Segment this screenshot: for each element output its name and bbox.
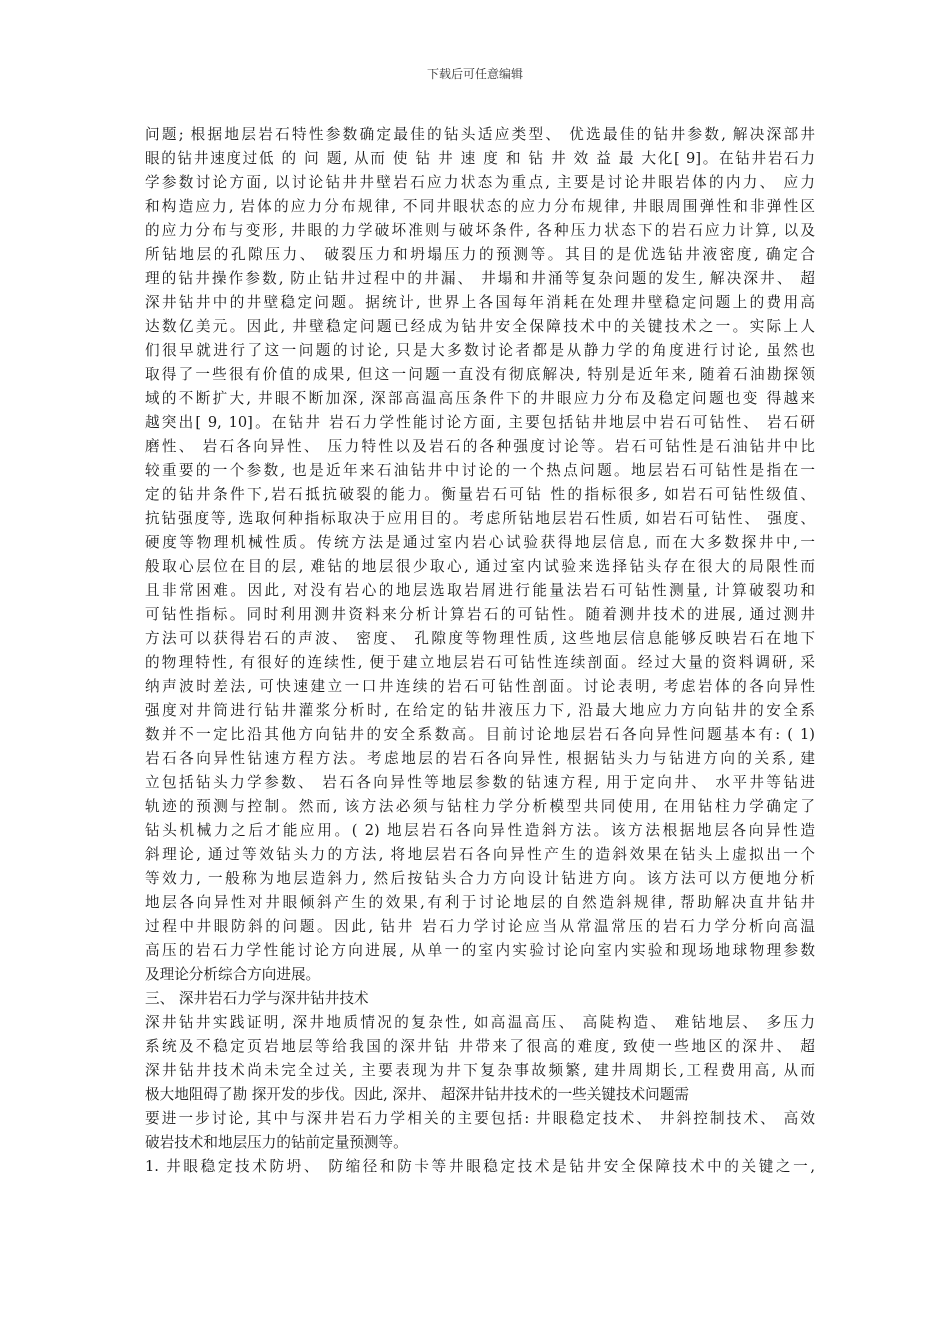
text-line: 且非常困难。因此, 对没有岩心的地层选取岩屑进行能量法岩石可钻性测量, 计算破裂功和 [145, 582, 815, 599]
text-line: 等效力, 一般称为地层造斜力, 然后按钻头合力方向设计钻进方向。该方法可以方便地分析 [145, 870, 815, 887]
page-header: 下载后可任意编辑 [426, 67, 523, 81]
text-line: 般取心层位在目的层, 难钻的地层很少取心, 通过室内试验来选择钻头存在很大的局限性而 [145, 558, 815, 575]
text-line: 达数亿美元。因此, 井壁稳定问题已经成为钻井安全保障技术中的关键技术之一。实际上人 [145, 318, 815, 335]
text-line: 的物理特性, 有很好的连续性, 便于建立地层岩石可钻性连续剖面。经过大量的资料调研, 采 [145, 654, 815, 671]
text-line: 域的不断扩大, 井眼不断加深, 深部高温高压条件下的井眼应力分布及稳定问题也变 得越来 [145, 390, 815, 407]
text-line: 较重要的一个参数, 也是近年来石油钻井中讨论的一个热点问题。地层岩石可钻性是指在一 [145, 462, 815, 479]
text-line: 磨性、 岩石各向异性、 压力特性以及岩石的各种强度讨论等。岩石可钻性是石油钻井中比 [145, 438, 815, 455]
document-body [145, 123, 815, 1179]
text-line: 可钻性指标。同时利用测井资料来分析计算岩石的可钻性。随着测井技术的进展, 通过测井 [145, 606, 815, 623]
text-line: 过程中井眼防斜的问题。因此, 钻井 岩石力学讨论应当从常温常压的岩石力学分析向高温 [145, 918, 815, 935]
text-line: 的应力分布与变形, 井眼的力学破坏准则与破坏条件, 各种压力状态下的岩石应力计算, 以及 [145, 222, 815, 239]
text-line: 和构造应力, 岩体的应力分布规律, 不同井眼状态的应力分布规律, 井眼周围弹性和非弹性区 [145, 198, 815, 215]
text-line: 学参数讨论方面, 以讨论钻井井壁岩石应力状态为重点, 主要是讨论井眼岩体的内力、 应力 [145, 174, 815, 191]
text-line: 强度对井筒进行钻井灌浆分析时, 在给定的钻井液压力下, 沿最大地应力方向钻井的安全系 [145, 702, 815, 719]
text-line: 立包括钻头力学参数、 岩石各向异性等地层参数的钻速方程, 用于定向井、 水平井等钻进 [145, 774, 815, 791]
text-line: 1. 井眼稳定技术防坍、 防缩径和防卡等井眼稳定技术是钻井安全保障技术中的关键之一, [145, 1158, 815, 1175]
text-line: 深井钻井技术尚未完全过关, 主要表现为井下复杂事故频繁, 建井周期长,工程费用高, 从而 [145, 1062, 815, 1079]
text-line: 岩石各向异性钻速方程方法。考虑地层的岩石各向异性, 根据钻头力与钻进方向的关系, 建 [145, 750, 815, 767]
text-line: 极大地阻碍了勘 探开发的步伐。因此, 深井、 超深井钻井技术的一些关键技术问题需 [145, 1086, 689, 1103]
text-line: 高压的岩石力学性能讨论方向进展, 从单一的室内实验讨论向室内实验和现场地球物理参数 [145, 942, 815, 959]
text-line: 纳声波时差法, 可快速建立一口井连续的岩石可钻性剖面。讨论表明, 考虑岩体的各向异性 [145, 678, 815, 695]
text-line: 轨迹的预测与控制。然而, 该方法必须与钻柱力学分析模型共同使用, 在用钻柱力学确定了 [145, 798, 815, 815]
text-line: 问题; 根据地层岩石特性参数确定最佳的钻头适应类型、 优选最佳的钻井参数, 解决深部井 [145, 126, 815, 143]
text-line: 地层各向异性对井眼倾斜产生的效果,有利于讨论地层的自然造斜规律, 帮助解决直井钻井 [145, 894, 815, 911]
text-line: 数并不一定比沿其他方向钻井的安全系数高。目前讨论地层岩石各向异性问题基本有: ( 1) [145, 726, 815, 743]
text-line: 斜理论, 通过等效钻头力的方法, 将地层岩石各向异性产生的造斜效果在钻头上虚拟出一个 [145, 846, 815, 863]
text-line: 硬度等物理机械性质。传统方法是通过室内岩心试验获得地层信息, 而在大多数探井中,一 [145, 534, 815, 551]
text-line: 理的钻井操作参数, 防止钻井过程中的井漏、 井塌和井涌等复杂问题的发生, 解决深井、 超 [145, 270, 815, 287]
text-line: 及理论分析综合方向进展。 [145, 966, 321, 983]
text-line: 抗钻强度等, 选取何种指标取决于应用目的。考虑所钻地层岩石性质, 如岩石可钻性、 强度、 [145, 510, 815, 527]
text-line: 越突出[ 9, 10]。在钻井 岩石力学性能讨论方面, 主要包括钻井地层中岩石可钻性、 岩石研 [145, 414, 815, 431]
text-line: 深井钻井实践证明, 深井地质情况的复杂性, 如高温高压、 高陡构造、 难钻地层、 多压力 [145, 1014, 815, 1031]
text-line: 眼的钻井速度过低 的 问 题, 从而 使 钻 井 速 度 和 钻 井 效 益 最 大化[ 9]。在钻井岩石力 [145, 150, 815, 167]
text-line: 方法可以获得岩石的声波、 密度、 孔隙度等物理性质, 这些地层信息能够反映岩石在地下 [145, 630, 815, 647]
text-line: 钻头机械力之后才能应用。( 2) 地层岩石各向异性造斜方法。该方法根据地层各向异性造 [145, 822, 815, 839]
text-line: 系统及不稳定页岩地层等给我国的深井钻 井带来了很高的难度, 致使一些地区的深井、 超 [145, 1038, 815, 1055]
text-line: 取得了一些很有价值的成果, 但这一问题一直没有彻底解决, 特别是近年来, 随着石油勘探领 [145, 366, 815, 383]
text-line: 破岩技术和地层压力的钻前定量预测等。 [145, 1134, 408, 1151]
text-line: 们很早就进行了这一问题的讨论, 只是大多数讨论者都是从静力学的角度进行讨论, 虽然也 [145, 342, 815, 359]
text-line: 深井钻井中的井壁稳定问题。据统计, 世界上各国每年消耗在处理井壁稳定问题上的费用高 [145, 294, 815, 311]
text-line: 要进一步讨论, 其中与深井岩石力学相关的主要包括: 井眼稳定技术、 井斜控制技术、 高效 [145, 1110, 815, 1127]
text-line: 所钻地层的孔隙压力、 破裂压力和坍塌压力的预测等。其目的是优选钻井液密度, 确定合 [145, 246, 815, 263]
text-line: 定的钻井条件下,岩石抵抗破裂的能力。衡量岩石可钻 性的指标很多, 如岩石可钻性级值、 [145, 486, 815, 503]
text-line: 三、 深井岩石力学与深井钻井技术 [145, 990, 369, 1007]
